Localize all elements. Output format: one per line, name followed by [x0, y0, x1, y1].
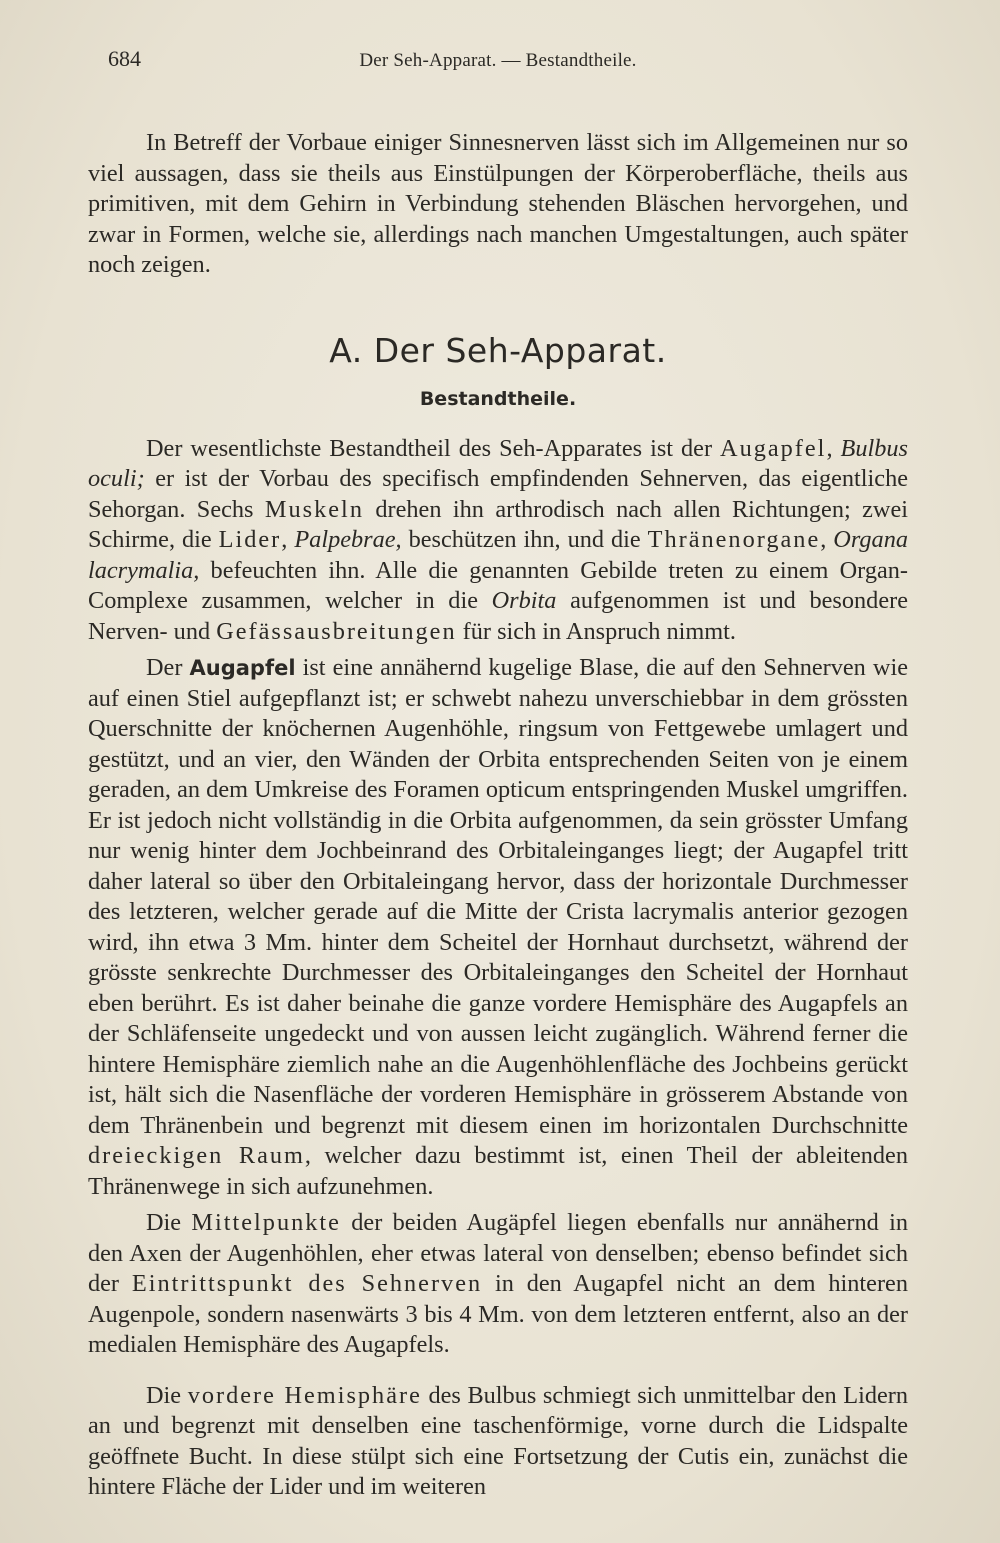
paragraph-bulbus-overview [88, 434, 908, 648]
text-run: er ist der Vorbau des specifisch empfindenden Sehnerven, das eigentliche Sehorgan. Sechs [88, 465, 908, 523]
term-palpebrae: Palpebrae, [294, 526, 402, 553]
paragraph-mittelpunkte [88, 1208, 908, 1361]
running-title: Der Seh-Apparat. — Bestandtheile. [359, 50, 637, 71]
term-bulbus-oculi: Bulbus oculi; [88, 434, 908, 492]
text-run: ist eine annähernd kugelige Blase, die auf den Sehnerven wie auf einen Stiel aufgepflanzt ist; er schwebt nahezu unverschiebbar in dem grössten Querschnitte der knöchernen Augenhöhle, ringsum von Fettgewebe umlagert und gestützt, und an vier, den Wänden der Orbita entsprechenden Seiten von je einem geraden, an dem Umkreise des Foramen opticum entspringenden Muskel umgriffen. Er ist jedoch nicht vollständig in die Orbita aufgenommen, da sein grösster Umfang nur wenig hinter dem Jochbeinrand des Orbitaleinganges liegt; der Augapfel tritt daher lateral so über den Orbitaleingang hervor, dass der horizontale Durchmesser des letzteren, welcher gerade auf die Mitte der Crista lacrymalis anterior gezogen wird, ihn etwa 3 Mm. hinter dem Scheitel der Hornhaut durchsetzt, während der grösste senkrechte Durchmesser des Orbitaleinganges den Scheitel der Hornhaut eben berührt. Es ist daher beinahe die ganze vordere Hemisphäre des Augapfels an der Schläfenseite ungedeckt und von aussen leicht zugänglich. Während ferner die hintere Hemisphäre ziemlich nahe an die Augenhöhlenfläche des Jochbeins gerückt ist, hält sich die Nasenfläche der vorderen Hemisphäre in grösserem Abstande von dem Thränenbein und begrenzt mit diesem einen im horizontalen Durchschnitte [88, 654, 908, 1139]
paragraph-vordere-hemisphaere [88, 1381, 908, 1503]
paragraph-augapfel [88, 653, 908, 1202]
text-run: Die [146, 1209, 192, 1236]
term-augapfel: Augapfel [720, 434, 827, 462]
text-run: aufgenommen ist und besondere Nerven- und [88, 587, 908, 645]
term-mittelpunkte: Mittelpunkte [191, 1209, 341, 1236]
text-run: , [826, 434, 841, 462]
intro-paragraph: In Betreff der Vorbaue einiger Sinnesnerven lässt sich im Allgemeinen nur so viel aussagen, dass sie theils aus Einstülpungen der Körperoberfläche, theils aus primitiven, mit dem Gehirn in Verbindung stehenden Bläschen hervorgehen, und zwar in Formen, welche sie, allerdings nach manchen Umgestaltungen, auch später noch zeigen. [88, 129, 908, 278]
term-orbita: Orbita [491, 587, 557, 614]
text-run: , [281, 526, 295, 553]
text-run: drehen ihn arthrodisch nach allen Richtungen; zwei Schirme, die [88, 495, 909, 553]
term-gefaessausbreitungen: Gefässausbreitungen [216, 617, 457, 645]
text-run: Die [146, 1381, 188, 1409]
section-subheading: Bestandtheile. [419, 387, 577, 410]
term-augapfel-bold: Augapfel [189, 656, 296, 680]
text-run: in den Augapfel nicht an dem hinteren Augenpole, sondern nasenwärts 3 bis 4 Mm. von dem letzteren entfernt, also an der medialen Hemisphäre des Augapfels. [88, 1270, 908, 1358]
text-run: des Bulbus schmiegt sich unmittelbar den Lidern an und begrenzt mit denselben eine taschenförmige, vorne durch die Lidspalte geöffnete Bucht. In diese stülpt sich eine Fortsetzung der Cutis ein, zunächst die hintere Fläche der Lider und im weiteren [88, 1381, 908, 1500]
text-run: , welcher dazu bestimmt ist, einen Theil der ableitenden Thränenwege in sich aufzunehmen. [88, 1142, 908, 1200]
text-run: Der [146, 654, 190, 681]
text-run: , [820, 526, 834, 553]
term-muskeln: Muskeln [264, 495, 364, 523]
term-lider: Lider [218, 526, 282, 553]
running-head [88, 40, 908, 80]
text-run: Der wesentlichste Bestandtheil des Seh-Apparates ist der [146, 434, 721, 462]
text-run: für sich in Anspruch nimmt. [456, 617, 736, 645]
term-organa-lacrymalia: Organa lacrymalia, [88, 526, 908, 584]
term-dreieckigen-raum: dreieckigen Raum [88, 1142, 305, 1169]
section-heading: A. Der Seh-Apparat. [329, 330, 667, 370]
page-number: 684 [108, 46, 141, 71]
text-run: der beiden Augäpfel liegen ebenfalls nur annähernd in den Axen der Augenhöhlen, eher etwas lateral von denselben; ebenso befindet sich der [88, 1209, 908, 1297]
text-run: befeuchten ihn. Alle die genannten Gebilde treten zu einem Organ-Complexe zusammen, welcher in die [88, 556, 908, 614]
term-vordere-hemisphaere: vordere Hemisphäre [187, 1381, 422, 1409]
text-run: beschützen ihn, und die [401, 526, 648, 553]
term-thraenenorgane: Thränenorgane [647, 526, 821, 553]
term-eintrittspunkt: Eintrittspunkt des Sehnerven [131, 1270, 483, 1297]
